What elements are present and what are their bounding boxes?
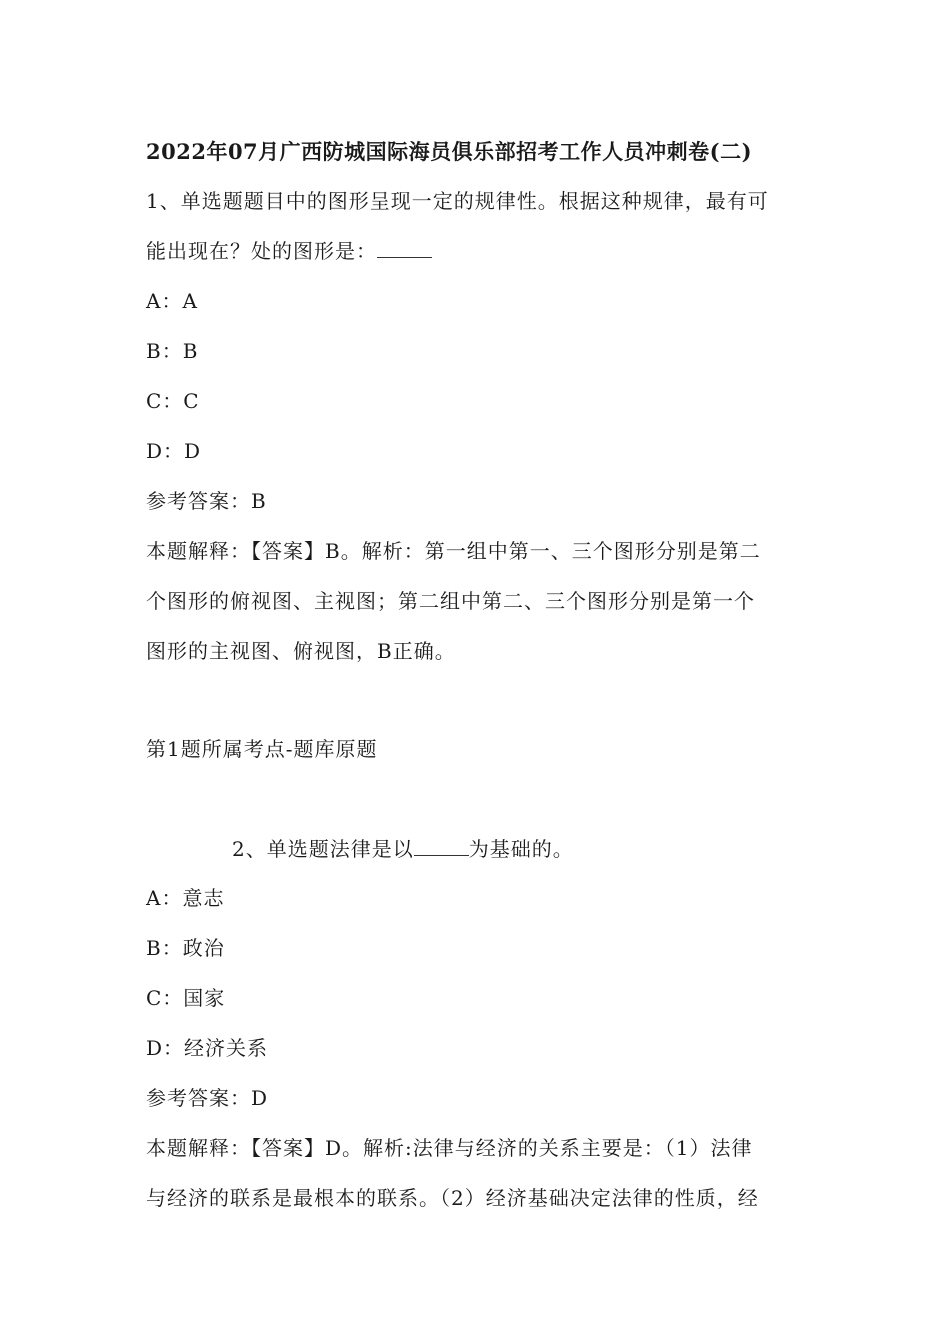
q1-option-c: C：C xyxy=(146,389,200,413)
q1-source: 第1题所属考点-题库原题 xyxy=(146,737,378,761)
q1-stem-line-2 xyxy=(146,238,432,264)
q2-answer-blank xyxy=(414,837,469,856)
q1-answer-blank xyxy=(377,239,432,258)
q2-option-d: D：经济关系 xyxy=(146,1036,269,1060)
q1-stem-text: 能出现在？处的图形是： xyxy=(146,239,377,263)
q2-stem-post: 为基础的。 xyxy=(468,837,574,861)
q1-option-d: D：D xyxy=(146,439,202,463)
q2-stem-pre: 2、单选题法律是以 xyxy=(232,837,414,861)
q2-stem xyxy=(232,836,574,862)
q1-explanation-line-1: 本题解释：【答案】B。解析：第一组中第一、三个图形分别是第二 xyxy=(146,539,761,563)
q1-explanation-line-2: 个图形的俯视图、主视图；第二组中第二、三个图形分别是第一个 xyxy=(146,589,755,613)
q2-explanation-line-1: 本题解释：【答案】D。解析:法律与经济的关系主要是：（1）法律 xyxy=(146,1136,753,1160)
q1-explanation-line-3: 图形的主视图、俯视图，B正确。 xyxy=(146,639,456,663)
q1-option-a: A：A xyxy=(146,289,198,313)
document-title: 2022年07月广西防城国际海员俱乐部招考工作人员冲刺卷(二) xyxy=(146,139,753,164)
q2-explanation-line-2: 与经济的联系是最根本的联系。（2）经济基础决定法律的性质，经 xyxy=(146,1186,759,1210)
q2-option-a: A：意志 xyxy=(146,886,225,910)
q2-option-b: B：政治 xyxy=(146,936,225,960)
q1-answer: 参考答案：B xyxy=(146,489,267,513)
q1-stem-line-1: 1、单选题题目中的图形呈现一定的规律性。根据这种规律，最有可 xyxy=(146,189,769,213)
q2-answer: 参考答案：D xyxy=(146,1086,269,1110)
q2-option-c: C：国家 xyxy=(146,986,226,1010)
q1-option-b: B：B xyxy=(146,339,199,363)
